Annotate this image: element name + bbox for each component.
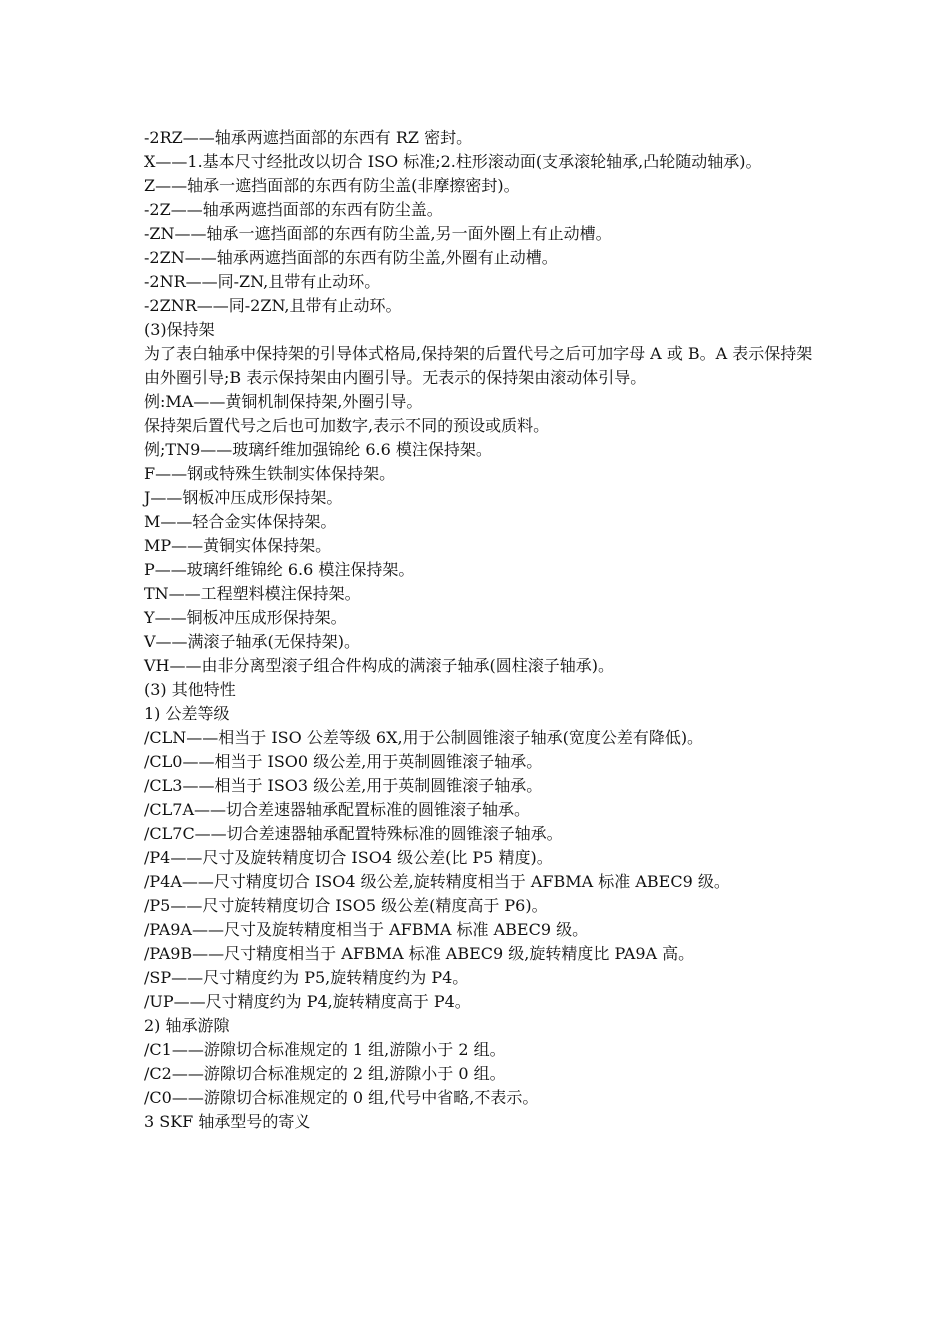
text-line: /CLN——相当于 ISO 公差等级 6X,用于公制圆锥滚子轴承(宽度公差有降低)。	[144, 728, 704, 747]
text-line: -ZN——轴承一遮挡面部的东西有防尘盖,另一面外圈上有止动槽。	[144, 224, 612, 243]
text-line: /C1——游隙切合标准规定的 1 组,游隙小于 2 组。	[144, 1040, 506, 1059]
text-line: (3)保持架	[144, 320, 215, 339]
text-line: J——钢板冲压成形保持架。	[144, 488, 343, 507]
text-line: /P4——尺寸及旋转精度切合 ISO4 级公差(比 P5 精度)。	[144, 848, 553, 867]
text-line: MP——黄铜实体保持架。	[144, 536, 332, 555]
text-line: /CL7C——切合差速器轴承配置特殊标准的圆锥滚子轴承。	[144, 824, 563, 843]
text-line: F——钢或特殊生铁制实体保持架。	[144, 464, 396, 483]
text-line: /CL0——相当于 ISO0 级公差,用于英制圆锥滚子轴承。	[144, 752, 543, 771]
text-line: TN——工程塑料模注保持架。	[144, 584, 361, 603]
paragraph: X——1.基本尺寸经批改以切合 ISO 标准;2.柱形滚动面(支承滚轮轴承,凸轮随动轴承)。	[144, 152, 762, 171]
text-line: 例:MA——黄铜机制保持架,外圈引导。	[144, 392, 423, 411]
text-line: (3) 其他特性	[144, 680, 236, 699]
text-line: /C0——游隙切合标准规定的 0 组,代号中省略,不表示。	[144, 1088, 539, 1107]
text-line: /SP——尺寸精度约为 P5,旋转精度约为 P4。	[144, 968, 469, 987]
text-line: -2RZ——轴承两遮挡面部的东西有 RZ 密封。	[144, 128, 473, 147]
text-line: /PA9A——尺寸及旋转精度相当于 AFBMA 标准 ABEC9 级。	[144, 920, 589, 939]
text-line: 3 SKF 轴承型号的寄义	[144, 1112, 311, 1131]
text-line: M——轻合金实体保持架。	[144, 512, 337, 531]
document-page	[144, 126, 824, 1134]
text-line: Z——轴承一遮挡面部的东西有防尘盖(非摩擦密封)。	[144, 176, 520, 195]
text-line: -2ZNR——同-2ZN,且带有止动环。	[144, 296, 402, 315]
text-line: /P4A——尺寸精度切合 ISO4 级公差,旋转精度相当于 AFBMA 标准 ABEC9 级。	[144, 872, 730, 891]
text-line: VH——由非分离型滚子组合件构成的满滚子轴承(圆柱滚子轴承)。	[144, 656, 614, 675]
paragraph: 为了表白轴承中保持架的引导体式格局,保持架的后置代号之后可加字母 A 或 B。A 表示保持架由外圈引导;B 表示保持架由内圈引导。无表示的保持架由滚动体引导。	[144, 344, 813, 387]
text-line: 保持架后置代号之后也可加数字,表示不同的预设或质料。	[144, 416, 550, 435]
text-line: /P5——尺寸旋转精度切合 ISO5 级公差(精度高于 P6)。	[144, 896, 548, 915]
text-line: 1) 公差等级	[144, 704, 230, 723]
text-line: /C2——游隙切合标准规定的 2 组,游隙小于 0 组。	[144, 1064, 506, 1083]
text-line: /CL7A——切合差速器轴承配置标准的圆锥滚子轴承。	[144, 800, 530, 819]
text-line: /UP——尺寸精度约为 P4,旋转精度高于 P4。	[144, 992, 471, 1011]
text-line: /CL3——相当于 ISO3 级公差,用于英制圆锥滚子轴承。	[144, 776, 543, 795]
text-line: P——玻璃纤维锦纶 6.6 模注保持架。	[144, 560, 415, 579]
text-line: /PA9B——尺寸精度相当于 AFBMA 标准 ABEC9 级,旋转精度比 PA9A 高。	[144, 944, 695, 963]
text-line: 例;TN9——玻璃纤维加强锦纶 6.6 模注保持架。	[144, 440, 492, 459]
text-line: -2ZN——轴承两遮挡面部的东西有防尘盖,外圈有止动槽。	[144, 248, 558, 267]
text-line: V——满滚子轴承(无保持架)。	[144, 632, 361, 651]
text-line: -2NR——同-ZN,且带有止动环。	[144, 272, 381, 291]
text-line: -2Z——轴承两遮挡面部的东西有防尘盖。	[144, 200, 443, 219]
text-line: Y——铜板冲压成形保持架。	[144, 608, 347, 627]
text-line: 2) 轴承游隙	[144, 1016, 230, 1035]
